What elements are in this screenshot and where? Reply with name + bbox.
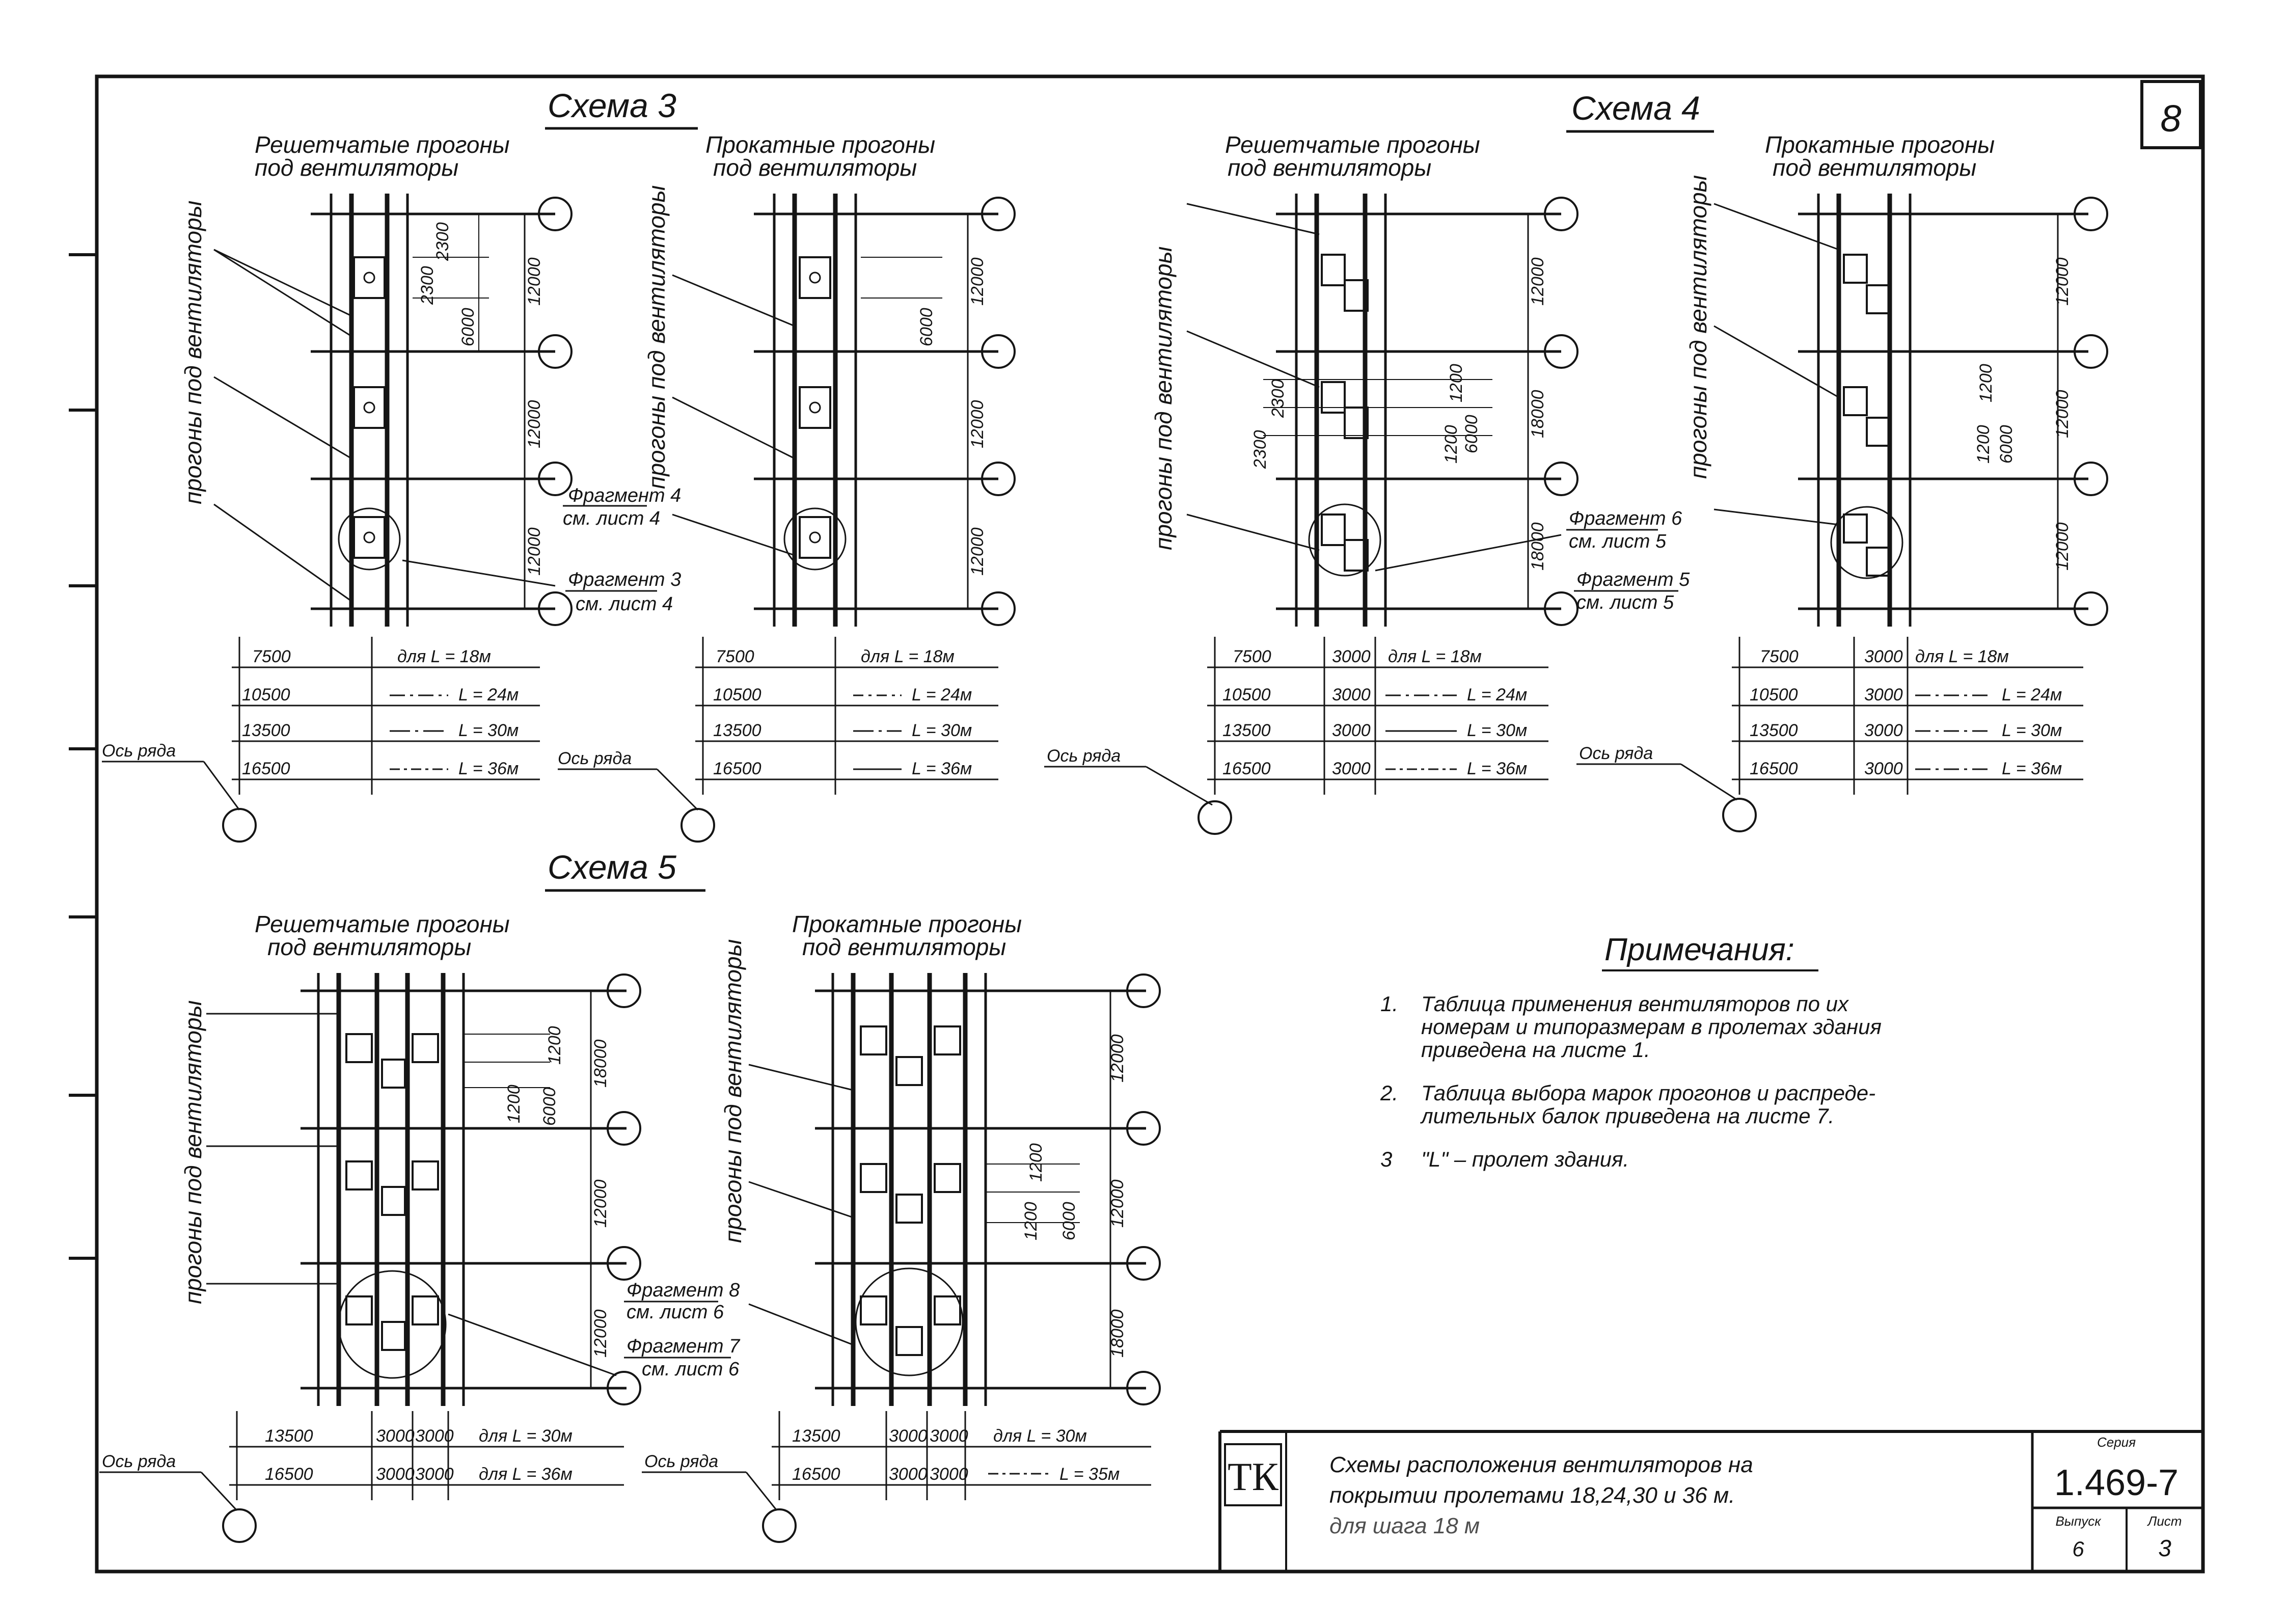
row-dim2: 3000 xyxy=(1332,721,1371,740)
series-value: 1.469-7 xyxy=(2054,1463,2179,1503)
binding-ticks xyxy=(69,255,97,1258)
dim: 2300 xyxy=(433,222,452,261)
row-dim: 13500 xyxy=(1222,721,1271,740)
axis-label: Ось ряда xyxy=(1047,746,1121,766)
row-span: для L = 36м xyxy=(479,1465,573,1484)
row-dim3: 3000 xyxy=(415,1426,454,1446)
leader-lines xyxy=(1714,204,1839,525)
fragment-ref: см. лист 4 xyxy=(576,593,673,615)
series-label: Серия xyxy=(2097,1434,2136,1450)
row-dim: 13500 xyxy=(713,721,761,740)
row-dim: 13500 xyxy=(265,1426,313,1446)
dim: 12000 xyxy=(1108,1179,1127,1228)
dim: 12000 xyxy=(525,257,544,306)
logo: ТК xyxy=(1228,1454,1278,1499)
axis-label: Ось ряда xyxy=(102,1452,176,1471)
dim: 18000 xyxy=(1108,1309,1127,1358)
row-dim3: 3000 xyxy=(415,1465,454,1484)
leader-lines xyxy=(749,1065,853,1345)
scheme-4 xyxy=(1044,89,2107,834)
row-span: L = 36м xyxy=(2002,759,2062,778)
latticed-plan xyxy=(1263,194,1561,627)
dim: 12000 xyxy=(2053,522,2072,571)
axis-bubble xyxy=(1723,799,1756,831)
side-label: прогоны под вентиляторы xyxy=(180,1000,206,1304)
row-span: L = 30м xyxy=(2002,721,2062,740)
dim: 6000 xyxy=(540,1087,559,1126)
latticed-plan xyxy=(301,973,627,1406)
leader-lines xyxy=(672,275,795,555)
row-dim3: 3000 xyxy=(930,1426,968,1446)
row-dim: 16500 xyxy=(1222,759,1271,778)
dim: 18000 xyxy=(1528,390,1547,438)
row-span: L = 24м xyxy=(1467,685,1528,705)
row-dim2: 3000 xyxy=(1864,685,1903,705)
axis-leader xyxy=(657,769,698,810)
notes-heading: Примечания: xyxy=(1604,932,1794,967)
row-dim2: 3000 xyxy=(1864,721,1903,740)
row-dim: 16500 xyxy=(265,1465,313,1484)
fragment-label: Фрагмент 7 xyxy=(627,1336,740,1357)
row-dim: 10500 xyxy=(242,685,290,705)
row-span: L = 36м xyxy=(912,759,972,778)
title-block xyxy=(1220,1431,2203,1572)
row-dim2: 3000 xyxy=(889,1426,928,1446)
row-dim: 7500 xyxy=(1233,647,1271,666)
row-dim: 10500 xyxy=(1222,685,1271,705)
axis-bubble xyxy=(763,1509,796,1542)
axis-bubble xyxy=(1199,801,1231,834)
row-span: L = 24м xyxy=(2002,685,2062,705)
dim: 18000 xyxy=(1528,522,1547,571)
side-label-rolled: прогоны под вентиляторы xyxy=(720,939,746,1243)
row-span: L = 30м xyxy=(1467,721,1528,740)
row-dim2: 3000 xyxy=(376,1426,415,1446)
dim: 1200 xyxy=(1021,1202,1041,1240)
latticed-heading-line2: под вентиляторы xyxy=(1228,154,1432,181)
title-line: Схемы расположения вентиляторов на xyxy=(1329,1452,1753,1477)
row-dim2: 3000 xyxy=(889,1465,928,1484)
row-span: L = 36м xyxy=(458,759,519,778)
side-label: прогоны под вентиляторы xyxy=(1150,246,1177,550)
row-span: для L = 30м xyxy=(993,1426,1087,1446)
axis-leader xyxy=(201,1472,237,1510)
row-dim: 7500 xyxy=(252,647,291,666)
latticed-heading-line1: Решетчатые прогоны xyxy=(1225,131,1480,158)
row-span: для L = 18м xyxy=(1915,647,2009,666)
row-dim2: 3000 xyxy=(1864,759,1903,778)
fragment-ref: см. лист 5 xyxy=(1569,531,1667,552)
row-dim2: 3000 xyxy=(376,1465,415,1484)
axis-bubble xyxy=(223,1509,256,1542)
latticed-heading-line2: под вентиляторы xyxy=(255,154,459,181)
note-number: 2. xyxy=(1380,1081,1399,1105)
dim: 6000 xyxy=(1997,425,2016,464)
leader-lines xyxy=(206,1014,616,1375)
dim: 18000 xyxy=(591,1039,610,1088)
row-dim: 13500 xyxy=(242,721,290,740)
issue-value: 6 xyxy=(2072,1537,2084,1561)
dim: 12000 xyxy=(1108,1034,1127,1082)
row-dim: 16500 xyxy=(713,759,761,778)
issue-label: Выпуск xyxy=(2055,1513,2101,1529)
dim: 12000 xyxy=(968,527,987,576)
axis-leader xyxy=(204,762,239,810)
dim: 2300 xyxy=(1250,430,1270,469)
note-line: приведена на листе 1. xyxy=(1421,1038,1650,1062)
row-dim: 16500 xyxy=(792,1465,840,1484)
axis-leader xyxy=(746,1472,777,1510)
row-dim2: 3000 xyxy=(1332,685,1371,705)
dim-rows-latticed xyxy=(229,1411,624,1500)
latticed-heading-line1: Решетчатые прогоны xyxy=(255,911,510,937)
axis-label: Ось ряда xyxy=(102,741,176,761)
fragment-label: Фрагмент 3 xyxy=(568,569,682,590)
row-dim: 10500 xyxy=(1750,685,1798,705)
fragment-label: Фрагмент 6 xyxy=(1569,508,1682,529)
note-line: номерам и типоразмерам в пролетах здания xyxy=(1421,1015,1882,1039)
note-line: Таблица применения вентиляторов по их xyxy=(1421,992,1848,1016)
rolled-plan xyxy=(815,973,1146,1406)
dim: 6000 xyxy=(917,308,936,346)
dim: 2300 xyxy=(418,266,437,305)
side-label-rolled: прогоны под вентиляторы xyxy=(1685,175,1711,479)
dim: 1200 xyxy=(1441,425,1461,464)
rolled-plan xyxy=(754,194,998,627)
dim: 12000 xyxy=(591,1309,610,1358)
side-label: прогоны под вентиляторы xyxy=(180,200,206,504)
axis-label: Ось ряда xyxy=(644,1452,719,1471)
dim-rows-rolled xyxy=(772,1411,1151,1500)
rolled-plan xyxy=(1798,194,2088,627)
fragment-label: Фрагмент 5 xyxy=(1576,569,1690,590)
row-span: для L = 18м xyxy=(861,647,955,666)
row-dim: 13500 xyxy=(1750,721,1798,740)
latticed-heading-line2: под вентиляторы xyxy=(267,934,472,960)
row-dim: 7500 xyxy=(716,647,754,666)
row-span: L = 30м xyxy=(912,721,972,740)
side-label-rolled: прогоны под вентиляторы xyxy=(643,185,670,489)
rolled-heading-line2: под вентиляторы xyxy=(713,154,917,181)
scheme-3 xyxy=(102,87,1015,842)
row-span: L = 35м xyxy=(1059,1465,1120,1484)
rolled-heading-line1: Прокатные прогоны xyxy=(1765,131,1995,158)
note-line: лительных балок приведена на листе 7. xyxy=(1421,1104,1835,1128)
row-span: L = 24м xyxy=(458,685,519,705)
row-dim2: 3000 xyxy=(1332,647,1371,666)
row-span: для L = 30м xyxy=(479,1426,573,1446)
fragment-ref: см. лист 5 xyxy=(1576,592,1674,613)
dim: 1200 xyxy=(545,1026,564,1065)
span-line-markers xyxy=(853,695,902,769)
dim: 12000 xyxy=(591,1179,610,1228)
sheet-number: 8 xyxy=(2160,97,2182,140)
row-dim: 16500 xyxy=(1750,759,1798,778)
row-dim2: 3000 xyxy=(1332,759,1371,778)
fragment-label: Фрагмент 8 xyxy=(627,1280,740,1301)
rolled-heading-line2: под вентиляторы xyxy=(1773,154,1977,181)
span-line-markers xyxy=(390,695,448,769)
row-dim: 13500 xyxy=(792,1426,840,1446)
dim: 12000 xyxy=(2053,257,2072,306)
dim: 6000 xyxy=(458,308,478,346)
latticed-heading-line1: Решетчатые прогоны xyxy=(255,131,510,158)
row-span: для L = 18м xyxy=(397,647,491,666)
row-dim: 10500 xyxy=(713,685,761,705)
fragment-ref: см. лист 4 xyxy=(563,508,661,529)
dim: 6000 xyxy=(1462,415,1481,453)
note-line: Таблица выбора марок прогонов и распреде- xyxy=(1421,1081,1876,1105)
row-dim2: 3000 xyxy=(1864,647,1903,666)
scheme-title: Схема 5 xyxy=(548,848,676,886)
dim: 1200 xyxy=(1976,364,1996,402)
leader-lines xyxy=(1187,204,1561,571)
row-span: L = 24м xyxy=(912,685,972,705)
dim: 1200 xyxy=(1026,1143,1046,1182)
rolled-heading-line1: Прокатные прогоны xyxy=(792,911,1022,937)
note-number: 1. xyxy=(1380,992,1399,1016)
rolled-heading-line2: под вентиляторы xyxy=(802,934,1006,960)
axis-label: Ось ряда xyxy=(1579,744,1653,763)
row-dim: 7500 xyxy=(1760,647,1799,666)
fragment-ref: см. лист 6 xyxy=(627,1302,724,1323)
axis-label: Ось ряда xyxy=(558,749,632,768)
axis-leader xyxy=(1681,764,1737,800)
note-number: 3 xyxy=(1380,1147,1393,1171)
scheme-title: Схема 4 xyxy=(1571,89,1700,127)
fragment-ref: см. лист 6 xyxy=(642,1359,740,1380)
sheet-value: 3 xyxy=(2158,1535,2171,1561)
title-line: покрытии пролетами 18,24,30 и 36 м. xyxy=(1329,1483,1735,1508)
dim: 1200 xyxy=(1447,364,1466,402)
axis-bubble xyxy=(682,809,714,842)
row-span: L = 36м xyxy=(1467,759,1528,778)
axis-bubble xyxy=(223,809,256,842)
notes xyxy=(1380,932,1882,1171)
title-line: для шага 18 м xyxy=(1329,1513,1480,1538)
axis-leader xyxy=(1146,767,1212,805)
span-line-markers xyxy=(1915,695,1992,769)
dim: 12000 xyxy=(968,257,987,306)
dim: 12000 xyxy=(525,400,544,448)
scheme-5 xyxy=(99,848,1160,1542)
note-line: "L" – пролет здания. xyxy=(1421,1147,1629,1171)
span-line-markers xyxy=(1385,695,1457,769)
dim: 6000 xyxy=(1059,1202,1079,1240)
dim: 12000 xyxy=(2053,390,2072,438)
sheet-label: Лист xyxy=(2147,1513,2182,1529)
dim: 2300 xyxy=(1268,379,1288,418)
dim: 1200 xyxy=(504,1085,524,1123)
fragment-label: Фрагмент 4 xyxy=(568,485,682,506)
dim: 1200 xyxy=(1974,425,1993,464)
dim: 12000 xyxy=(1528,257,1547,306)
dim: 12000 xyxy=(525,527,544,576)
row-span: L = 30м xyxy=(458,721,519,740)
scheme-title: Схема 3 xyxy=(548,87,676,124)
row-span: для L = 18м xyxy=(1388,647,1482,666)
dim: 12000 xyxy=(968,400,987,448)
row-dim: 16500 xyxy=(242,759,290,778)
row-dim3: 3000 xyxy=(930,1465,968,1484)
rolled-heading-line1: Прокатные прогоны xyxy=(705,131,936,158)
